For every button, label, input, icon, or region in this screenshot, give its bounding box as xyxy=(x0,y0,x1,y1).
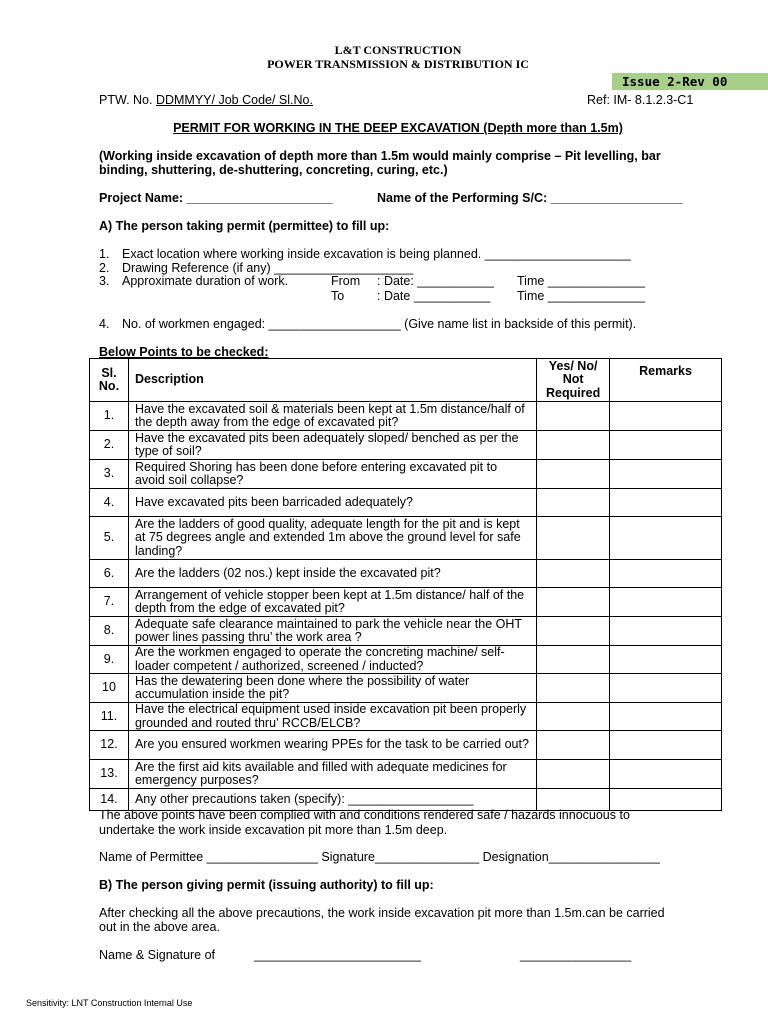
issue-badge: Issue 2-Rev 00 xyxy=(612,73,768,90)
row-number: 10 xyxy=(90,674,129,703)
header-remarks: Remarks xyxy=(610,359,722,402)
division-name: POWER TRANSMISSION & DISTRIBUTION IC xyxy=(267,57,529,71)
table-row xyxy=(90,460,722,489)
row-number: 14. xyxy=(90,789,129,811)
table-row xyxy=(90,760,722,789)
row-number: 1. xyxy=(90,402,129,431)
row-number: 11. xyxy=(90,703,129,731)
row-number: 13. xyxy=(90,760,129,789)
company-name: L&T CONSTRUCTION xyxy=(334,43,462,57)
sign-label: Name & Signature of xyxy=(99,948,216,962)
footer-sensitivity: Sensitivity: LNT Construction Internal Use xyxy=(26,998,193,1008)
table-row xyxy=(90,489,722,517)
intro-line-2: binding, shuttering, de-shuttering, concreting, curing, etc.) xyxy=(99,163,448,177)
compliance-line-1: The above points have been complied with and conditions rendered safe / hazards innocuous to xyxy=(99,808,630,822)
row-remarks-cell[interactable] xyxy=(610,703,722,731)
row-yes-no-cell[interactable] xyxy=(537,646,610,674)
from-date: : Date: ___________ xyxy=(377,274,494,288)
table-row xyxy=(90,560,722,588)
performing-sc-field: Name of the Performing S/C: ___________________ xyxy=(377,191,683,205)
row-description: Have the excavated soil & materials been kept at 1.5m distance/half of the depth away from the edge of excavated pit? xyxy=(128,402,536,431)
row-yes-no-cell[interactable] xyxy=(537,517,610,560)
row-number: 7. xyxy=(90,588,129,617)
permittee-line: Name of Permittee ________________ Signature_______________ Designation________________ xyxy=(99,850,660,864)
row-number: 5. xyxy=(90,517,129,560)
ptw-number xyxy=(99,93,313,107)
to-date: : Date ___________ xyxy=(377,289,491,303)
row-description: Have the electrical equipment used inside excavation pit been properly grounded and routed thru’ RCCB/ELCB? xyxy=(128,703,536,731)
row-yes-no-cell[interactable] xyxy=(537,431,610,460)
row-yes-no-cell[interactable] xyxy=(537,703,610,731)
item-1-num: 1. xyxy=(99,247,110,261)
row-number: 8. xyxy=(90,617,129,646)
table-row xyxy=(90,402,722,431)
checked-heading: Below Points to be checked: xyxy=(99,345,269,359)
row-number: 9. xyxy=(90,646,129,674)
to-label: To xyxy=(331,289,345,303)
sign-blank-1: ________________________ xyxy=(254,948,421,962)
row-yes-no-cell[interactable] xyxy=(537,617,610,646)
intro-line-1: (Working inside excavation of depth more than 1.5m would mainly comprise – Pit levelling, bar xyxy=(99,149,661,163)
table-row xyxy=(90,588,722,617)
row-yes-no-cell[interactable] xyxy=(537,674,610,703)
row-description: Has the dewatering been done where the possibility of water accumulation inside the pit? xyxy=(128,674,536,703)
row-description: Any other precautions taken (specify): __________________ xyxy=(128,789,536,811)
row-number: 2. xyxy=(90,431,129,460)
item-4-num: 4. xyxy=(99,317,110,331)
table-row xyxy=(90,703,722,731)
item-2-num: 2. xyxy=(99,261,110,275)
section-b-heading: B) The person giving permit (issuing authority) to fill up: xyxy=(99,878,434,892)
row-number: 4. xyxy=(90,489,129,517)
row-description: Are the workmen engaged to operate the concreting machine/ self-loader competent / authorized, screened / inducted? xyxy=(128,646,536,674)
row-yes-no-cell[interactable] xyxy=(537,460,610,489)
row-yes-no-cell[interactable] xyxy=(537,489,610,517)
row-remarks-cell[interactable] xyxy=(610,431,722,460)
table-row xyxy=(90,646,722,674)
row-yes-no-cell[interactable] xyxy=(537,760,610,789)
row-remarks-cell[interactable] xyxy=(610,760,722,789)
row-description: Required Shoring has been done before entering excavated pit to avoid soil collapse? xyxy=(128,460,536,489)
sign-blank-2: ________________ xyxy=(520,948,632,962)
row-remarks-cell[interactable] xyxy=(610,560,722,588)
table-row xyxy=(90,517,722,560)
row-remarks-cell[interactable] xyxy=(610,489,722,517)
row-remarks-cell[interactable] xyxy=(610,588,722,617)
header-sl: Sl. No. xyxy=(90,359,129,402)
row-remarks-cell[interactable] xyxy=(610,617,722,646)
after-check-line-1: After checking all the above precautions, the work inside excavation pit more than 1.5m.can be carried xyxy=(99,906,665,920)
header-description: Description xyxy=(128,359,536,402)
row-description: Have the excavated pits been adequately sloped/ benched as per the type of soil? xyxy=(128,431,536,460)
row-description: Have excavated pits been barricaded adequately? xyxy=(128,489,536,517)
row-number: 6. xyxy=(90,560,129,588)
ref-number: Ref: IM- 8.1.2.3-C1 xyxy=(587,93,694,107)
header-yes-no: Yes/ No/ Not Required xyxy=(537,359,610,402)
item-2-drawing: Drawing Reference (if any) ____________________ xyxy=(122,261,414,275)
row-description: Are the first aid kits available and filled with adequate medicines for emergency purposes? xyxy=(128,760,536,789)
row-number: 12. xyxy=(90,731,129,760)
row-number: 3. xyxy=(90,460,129,489)
ptw-value: DDMMYY/ Job Code/ Sl.No. xyxy=(155,93,313,107)
checklist-table xyxy=(89,358,722,811)
item-3-duration: Approximate duration of work. xyxy=(122,274,289,288)
row-description: Arrangement of vehicle stopper been kept at 1.5m distance/ half of the depth from the edge of excavated pit? xyxy=(128,588,536,617)
from-time: Time ______________ xyxy=(517,274,646,288)
table-header-row xyxy=(90,359,722,402)
row-yes-no-cell[interactable] xyxy=(537,402,610,431)
row-yes-no-cell[interactable] xyxy=(537,560,610,588)
row-remarks-cell[interactable] xyxy=(610,402,722,431)
row-remarks-cell[interactable] xyxy=(610,731,722,760)
row-description: Are you ensured workmen wearing PPEs for the task to be carried out? xyxy=(128,731,536,760)
table-row xyxy=(90,674,722,703)
after-check-line-2: out in the above area. xyxy=(99,920,220,934)
section-a-heading: A) The person taking permit (permittee) to fill up: xyxy=(99,219,390,233)
from-label: From xyxy=(331,274,361,288)
row-remarks-cell[interactable] xyxy=(610,646,722,674)
project-name-field: Project Name: _____________________ xyxy=(99,191,333,205)
row-description: Are the ladders (02 nos.) kept inside the excavated pit? xyxy=(128,560,536,588)
row-remarks-cell[interactable] xyxy=(610,674,722,703)
row-remarks-cell[interactable] xyxy=(610,460,722,489)
item-3-num: 3. xyxy=(99,274,110,288)
table-row xyxy=(90,617,722,646)
table-row xyxy=(90,431,722,460)
to-time: Time ______________ xyxy=(517,289,646,303)
ptw-label: PTW. No. xyxy=(99,93,153,107)
row-yes-no-cell[interactable] xyxy=(537,731,610,760)
row-description: Are the ladders of good quality, adequate length for the pit and is kept at 75 degrees angle and extended 1m above the ground level for safe landing? xyxy=(128,517,536,560)
item-1-location: Exact location where working inside excavation is being planned. _____________________ xyxy=(122,247,631,261)
compliance-line-2: undertake the work inside excavation pit more than 1.5m deep. xyxy=(99,823,448,837)
row-remarks-cell[interactable] xyxy=(610,517,722,560)
page-title: PERMIT FOR WORKING IN THE DEEP EXCAVATION (Depth more than 1.5m) xyxy=(173,121,623,135)
row-yes-no-cell[interactable] xyxy=(537,588,610,617)
item-4-workmen: No. of workmen engaged: ___________________ (Give name list in backside of this permit). xyxy=(122,317,637,331)
table-row xyxy=(90,731,722,760)
row-description: Adequate safe clearance maintained to park the vehicle near the OHT power lines passing thru’ the work area ? xyxy=(128,617,536,646)
